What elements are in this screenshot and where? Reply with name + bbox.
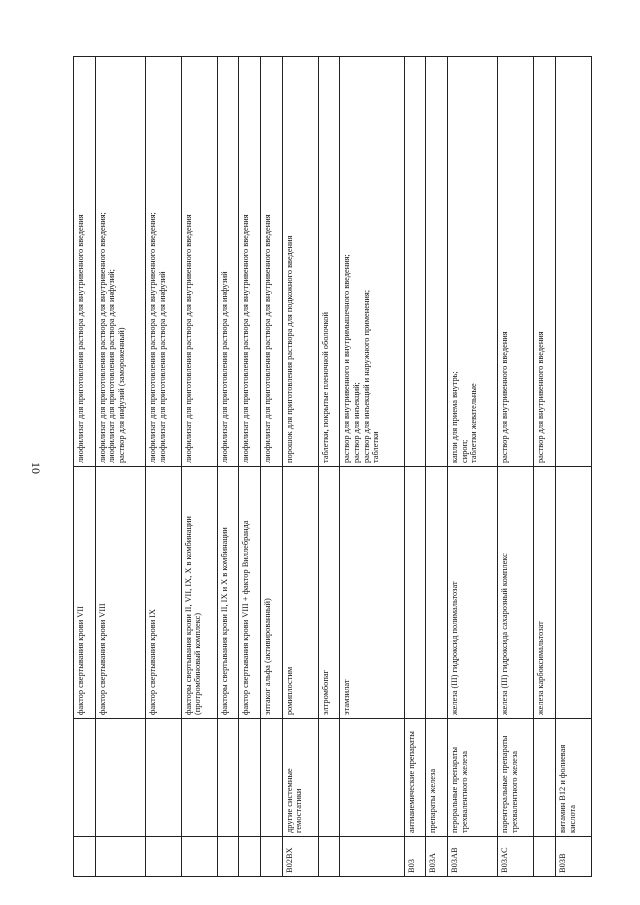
dosage-form-cell: лиофилизат для приготовления раствора для внутривенного введения bbox=[181, 57, 217, 467]
group-cell bbox=[74, 719, 96, 837]
group-cell bbox=[181, 719, 217, 837]
dosage-form-cell: лиофилизат для приготовления раствора для инфузий bbox=[217, 57, 239, 467]
atc-code-cell: B03AB bbox=[448, 837, 498, 877]
substance-cell bbox=[404, 467, 426, 719]
substance-cell: железа карбоксимальтозат bbox=[534, 467, 556, 719]
group-cell: пероральные препараты трехвалентного железа bbox=[448, 719, 498, 837]
dosage-form-cell: раствор для внутривенного введения bbox=[534, 57, 556, 467]
group-cell bbox=[318, 719, 340, 837]
dosage-form-cell: лиофилизат для приготовления раствора для внутривенного введения; лиофилизат для приготовления раствора для инфузий bbox=[145, 57, 181, 467]
substance-cell: железа (III) гидроксид полимальтозат bbox=[448, 467, 498, 719]
atc-code-cell bbox=[261, 837, 283, 877]
dosage-form-cell bbox=[555, 57, 591, 467]
dosage-form-cell: лиофилизат для приготовления раствора для внутривенного введения bbox=[261, 57, 283, 467]
substance-cell: фактор свертывания крови VIII + фактор Виллебранда bbox=[239, 467, 261, 719]
atc-code-cell: B02BX bbox=[282, 837, 318, 877]
group-cell: препараты железа bbox=[426, 719, 448, 837]
substance-cell: элтромбопаг bbox=[318, 467, 340, 719]
substance-cell: фактор свертывания крови VII bbox=[74, 467, 96, 719]
atc-code-cell bbox=[239, 837, 261, 877]
table-row bbox=[555, 57, 591, 877]
group-cell bbox=[534, 719, 556, 837]
table-row bbox=[261, 57, 283, 877]
table-row bbox=[181, 57, 217, 877]
table-row bbox=[340, 57, 404, 877]
atc-code-cell: B03A bbox=[426, 837, 448, 877]
dosage-form-cell bbox=[426, 57, 448, 467]
page-number: 10 bbox=[29, 462, 43, 474]
substance-cell bbox=[555, 467, 591, 719]
table-row bbox=[498, 57, 534, 877]
dosage-form-cell: раствор для внутривенного введения bbox=[498, 57, 534, 467]
group-cell: парентеральные препараты трехвалентного железа bbox=[498, 719, 534, 837]
table-row bbox=[448, 57, 498, 877]
substance-cell: ромиплостим bbox=[282, 467, 318, 719]
table-row bbox=[404, 57, 426, 877]
group-cell bbox=[145, 719, 181, 837]
atc-code-cell bbox=[534, 837, 556, 877]
table-row bbox=[217, 57, 239, 877]
dosage-form-cell: лиофилизат для приготовления раствора для внутривенного введения; лиофилизат для приготовления раствора для инфузий; раствор для инфузий (замороженный) bbox=[95, 57, 145, 467]
table-row bbox=[74, 57, 96, 877]
table-row bbox=[239, 57, 261, 877]
table-row bbox=[318, 57, 340, 877]
table-row bbox=[426, 57, 448, 877]
substance-cell bbox=[426, 467, 448, 719]
dosage-form-cell: таблетки, покрытые пленочной оболочкой bbox=[318, 57, 340, 467]
medicine-table bbox=[73, 56, 592, 877]
substance-cell: железа (III) гидроксида сахарозный комплекс bbox=[498, 467, 534, 719]
atc-code-cell bbox=[217, 837, 239, 877]
table-row bbox=[95, 57, 145, 877]
dosage-form-cell: раствор для внутривенного и внутримышечного введения; раствор для инъекций; раствор для инъекций и наружного применения; таблетки bbox=[340, 57, 404, 467]
group-cell bbox=[239, 719, 261, 837]
group-cell bbox=[95, 719, 145, 837]
atc-code-cell bbox=[318, 837, 340, 877]
substance-cell: фактор свертывания крови VIII bbox=[95, 467, 145, 719]
group-cell bbox=[261, 719, 283, 837]
dosage-form-cell bbox=[404, 57, 426, 467]
atc-code-cell bbox=[181, 837, 217, 877]
group-cell bbox=[340, 719, 404, 837]
atc-code-cell bbox=[95, 837, 145, 877]
atc-code-cell bbox=[145, 837, 181, 877]
substance-cell: факторы свертывания крови II, IX и X в комбинации bbox=[217, 467, 239, 719]
substance-cell: эптаког альфа (активированный) bbox=[261, 467, 283, 719]
atc-code-cell: B03B bbox=[555, 837, 591, 877]
atc-code-cell bbox=[74, 837, 96, 877]
dosage-form-cell: лиофилизат для приготовления раствора для внутривенного введения bbox=[239, 57, 261, 467]
atc-code-cell: B03AC bbox=[498, 837, 534, 877]
substance-cell: фактор свертывания крови IX bbox=[145, 467, 181, 719]
dosage-form-cell: лиофилизат для приготовления раствора для внутривенного введения bbox=[74, 57, 96, 467]
dosage-form-cell: капли для приема внутрь; сироп; таблетки жевательные bbox=[448, 57, 498, 467]
atc-code-cell: B03 bbox=[404, 837, 426, 877]
group-cell: другие системные гемостатики bbox=[282, 719, 318, 837]
group-cell: витамин B12 и фолиевая кислота bbox=[555, 719, 591, 837]
substance-cell: факторы свертывания крови II, VII, IX, X в комбинации (протромбиновый комплекс) bbox=[181, 467, 217, 719]
table-row bbox=[534, 57, 556, 877]
group-cell bbox=[217, 719, 239, 837]
atc-code-cell bbox=[340, 837, 404, 877]
rotated-table-wrapper bbox=[73, 57, 592, 877]
substance-cell: этамзилат bbox=[340, 467, 404, 719]
group-cell: антианемические препараты bbox=[404, 719, 426, 837]
dosage-form-cell: порошок для приготовления раствора для подкожного введения bbox=[282, 57, 318, 467]
table-row bbox=[282, 57, 318, 877]
table-row bbox=[145, 57, 181, 877]
